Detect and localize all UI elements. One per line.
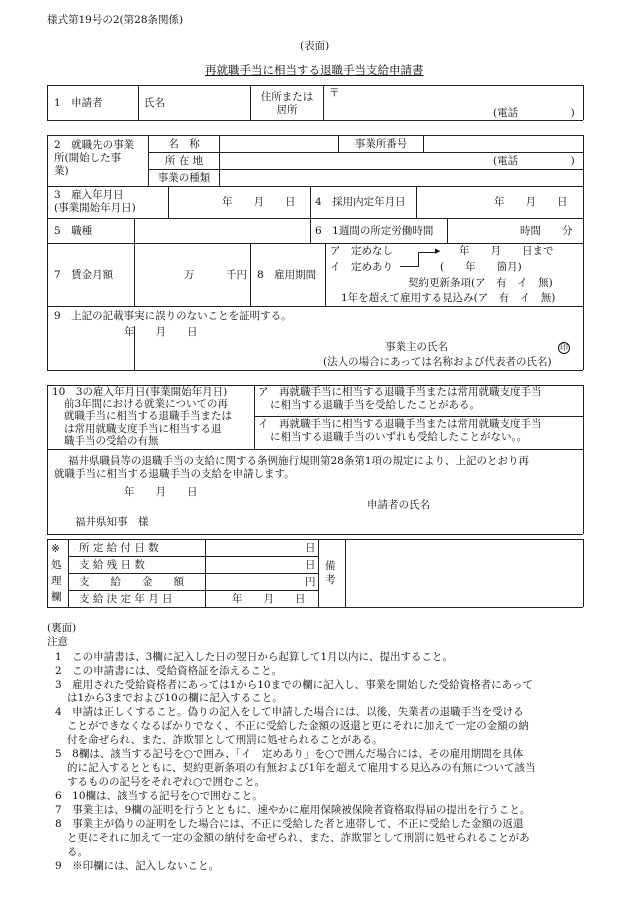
postal-mark: 〒: [329, 87, 340, 99]
unit-days: 日: [305, 542, 316, 554]
note-item: 7 事業主は、9欄の証明を行うとともに、速やかに雇用保険被保険者資格取得届の提出を行うこと。: [55, 804, 531, 816]
note-item: は1から3までおよび10の欄に記入すること。: [67, 692, 283, 704]
employer-name-label: 事業主の氏名: [385, 341, 448, 353]
side-label-front: (表面): [300, 40, 330, 52]
side-label-back: (裏面): [47, 622, 77, 634]
over-one-year: 1年を超えて雇用する見込み(ア 有 イ 無): [341, 292, 556, 304]
note-item: 9 ※印欄には、記入しないこと。: [55, 860, 220, 872]
benefit-days-label: 所 定 給 付 日 数: [79, 542, 159, 554]
renewal-clause: 契約更新条項(ア 有 イ 無): [408, 277, 553, 289]
weekly-hours-value: 時間 分: [520, 225, 573, 237]
note-item: 8 事業主が偽りの証明をした場合には、不正に受給した者と連帯して、不正に受給した金額の返還: [55, 818, 524, 830]
employer-location-label: 所 在 地: [164, 155, 204, 167]
business-type-label: 事業の種類: [157, 172, 211, 184]
note-item: するものの記号をそれぞれ○で囲むこと。: [67, 776, 266, 788]
hire-date-value: 年 月 日: [222, 196, 296, 208]
employment-period-label: 8 雇用期間: [257, 269, 317, 281]
application-statement: 福井県職員等の退職手当の支給に関する条例施行規則第28条第1項の規定により、上記のとおり再 就職手当に相当する退職手当の支給を申請します。: [54, 455, 530, 480]
address-label: 住所または 居所: [260, 91, 314, 116]
note-item: 6 10欄は、該当する記号を○で囲むこと。: [55, 790, 263, 802]
offer-date-value: 年 月 日: [494, 196, 568, 208]
period-option-i: イ 定めあり: [330, 261, 393, 273]
hire-date-label: 3 雇入年月日 (事業開始年月日): [54, 189, 136, 214]
seal-mark: 印: [560, 343, 568, 352]
receipt-option-i: イ 再就職手当に相当する退職手当または常用就職支度手当 に相当する退職手当のいずれも受給したことがない。。: [258, 418, 542, 443]
unit-days: 日: [305, 559, 316, 571]
note-item: 1 この申請書は、3欄に記入した日の翌日から起算して1月以内に、提出すること。: [55, 651, 454, 663]
note-item: 3 雇用された受給資格者にあっては1から10までの欄に記入し、事業を開始した受給資格者にあって: [55, 679, 534, 691]
note-item: 的に記入するとともに、契約更新条項の有無および1年を超えて雇用する見込みの有無について該当: [67, 762, 536, 774]
note-item: 付を命ぜられ、また、詐欺罪として刑罰に処せられることがある。: [67, 734, 383, 746]
applicant-signature-label: 申請者の氏名: [367, 499, 430, 511]
remarks-label: 備 考: [325, 560, 336, 586]
monthly-wage-value: 万 千円: [184, 269, 247, 281]
notes-heading: 注意: [47, 636, 68, 648]
application-date: 年 月 日: [124, 486, 198, 498]
period-until: 年 月 日まで: [459, 245, 554, 257]
applicant-name-label: 氏名: [144, 97, 165, 109]
remaining-days-label: 支 給 残 日 数: [79, 559, 145, 571]
period-option-a: ア 定めなし: [330, 245, 393, 257]
page-title: 再就職手当に相当する退職手当支給申請書: [205, 63, 424, 77]
applicant-label: 1 申請者: [54, 97, 103, 109]
note-item: 4 申請は正しくすること。偽りの記入をして申請した場合には、以後、失業者の退職手当を受ける: [55, 706, 524, 718]
governor-address: 福井県知事 様: [75, 516, 149, 528]
decision-date-label: 支 給 決 定 年 月 日: [79, 593, 173, 605]
weekly-hours-label: 6 1週間の所定労働時間: [315, 225, 434, 237]
payment-amount-label: 支 給 金 額: [79, 576, 184, 588]
note-item: 5 8欄は、該当する記号を○で囲み、「イ 定めあり」を○で囲んだ場合には、その雇用期間を具体: [55, 748, 524, 760]
corporation-note: (法人の場合にあっては名称および代表者の氏名): [323, 356, 552, 368]
monthly-wage-label: 7 賃金月額: [54, 269, 114, 281]
form-number: 様式第19号の2(第28条関係): [47, 14, 184, 26]
note-item: と更にそれに加えて一定の金額の納付を命ぜられ、また、詐欺罪として刑罰に処せられることがあ: [67, 832, 530, 844]
arrow-icon: ▶: [435, 247, 441, 255]
note-item: ことができなくなるばかりでなく、不正に受給した金額の返還と更にそれに加えて一定の金額の納: [67, 720, 529, 732]
receipt-option-a: ア 再就職手当に相当する退職手当または常用就職支度手当 に相当する退職手当を受給したことがある。: [258, 386, 542, 411]
unit-yen: 円: [305, 576, 316, 588]
certification-text: 9 上記の記載事実に誤りのないことを証明する。: [54, 310, 292, 322]
office-number-label: 事業所番号: [354, 138, 408, 150]
note-item: 2 この申請書には、受給資格証を添えること。: [55, 665, 283, 677]
processing-column-label: ※ 処 理 欄: [51, 543, 62, 603]
note-item: る。: [67, 846, 88, 858]
offer-date-label: 4 採用内定年月日: [315, 196, 406, 208]
period-months: ( 年 箇月): [440, 261, 522, 273]
receipt-history-label: 10 3の雇入年月日(事業開始年月日) 前3年間における就業についての再 就職手当に相当する退職手当または は常用就職支度手当に相当する退 職手当の受給の有無: [52, 386, 232, 447]
job-type-label: 5 職種: [54, 225, 93, 237]
employer-section-label: 2 就職先の事業 所(開始した事 業): [54, 139, 135, 177]
employer-tel: (電話 ): [493, 155, 575, 167]
decision-date-value: 年 月 日: [232, 593, 306, 605]
certification-date: 年 月 日: [124, 326, 198, 338]
employer-name-label: 名 称: [168, 138, 200, 150]
applicant-tel: (電話 ): [493, 107, 575, 119]
